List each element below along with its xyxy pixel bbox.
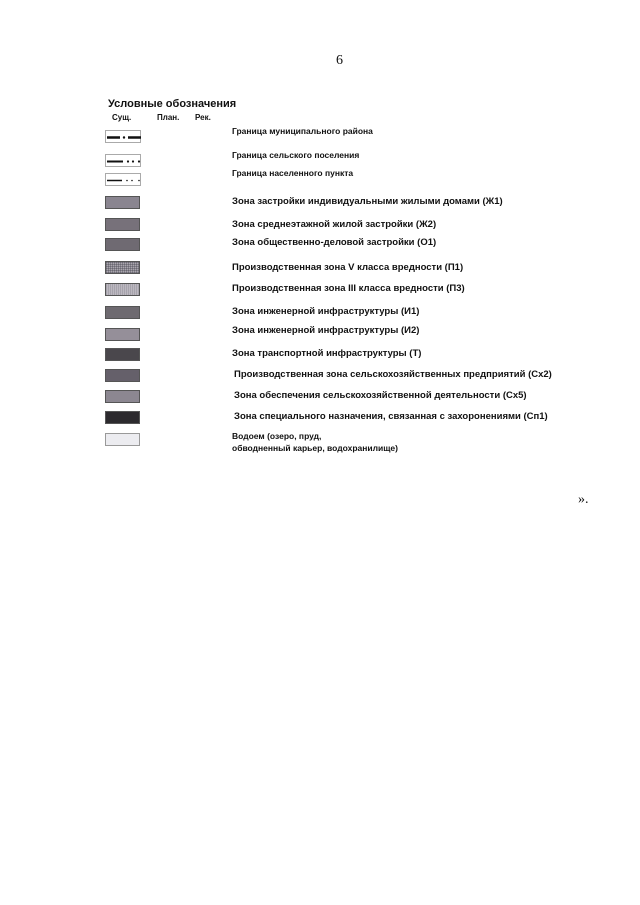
legend-label: Зона застройки индивидуальными жилыми домами (Ж1) bbox=[232, 196, 503, 207]
legend-label: Водоем (озеро, пруд, bbox=[232, 431, 322, 441]
legend-label: Зона транспортной инфраструктуры (Т) bbox=[232, 348, 422, 359]
legend-label: Зона инженерной инфраструктуры (И2) bbox=[232, 325, 420, 336]
zone-p1-swatch bbox=[105, 261, 140, 274]
column-planned: План. bbox=[157, 113, 180, 122]
legend-label: Граница сельского поселения bbox=[232, 150, 360, 160]
column-reconstructed: Рек. bbox=[195, 113, 211, 122]
legend-label: Зона обеспечения сельскохозяйственной деятельности (Сх5) bbox=[234, 390, 527, 401]
zone-sx5-swatch bbox=[105, 390, 140, 403]
zone-p3-swatch bbox=[105, 283, 140, 296]
legend-label: Граница населенного пункта bbox=[232, 168, 354, 178]
zone-zh1-swatch bbox=[105, 196, 140, 209]
legend-label: Производственная зона сельскохозяйственных предприятий (Сх2) bbox=[234, 369, 552, 380]
legend-label: Зона общественно-деловой застройки (О1) bbox=[232, 237, 437, 248]
legend-label: Зона специального назначения, связанная с захоронениями (Сп1) bbox=[234, 411, 548, 422]
water-body-swatch bbox=[105, 433, 140, 446]
legend-title: Условные обозначения bbox=[108, 98, 237, 110]
column-existing: Сущ. bbox=[112, 113, 132, 122]
locality-boundary-icon bbox=[105, 173, 141, 186]
zone-o1-swatch bbox=[105, 238, 140, 251]
legend-label: Производственная зона III класса вредности (П3) bbox=[232, 283, 465, 294]
zone-t-swatch bbox=[105, 348, 140, 361]
page-number: 6 bbox=[336, 53, 343, 68]
legend-label: Производственная зона V класса вредности (П1) bbox=[232, 262, 464, 273]
legend-label: Зона среднеэтажной жилой застройки (Ж2) bbox=[232, 219, 437, 230]
municipal-boundary-icon bbox=[105, 130, 141, 143]
zone-i1-swatch bbox=[105, 306, 140, 319]
zone-sx2-swatch bbox=[105, 369, 140, 382]
legend-label: Граница муниципального района bbox=[232, 126, 373, 136]
zone-zh2-swatch bbox=[105, 218, 140, 231]
legend-label: Зона инженерной инфраструктуры (И1) bbox=[232, 306, 420, 317]
legend-label-continued: обводненный карьер, водохранилище) bbox=[232, 443, 398, 453]
closing-quote: ». bbox=[578, 492, 589, 507]
zone-i2-swatch bbox=[105, 328, 140, 341]
settlement-boundary-icon bbox=[105, 154, 141, 167]
zone-sp1-swatch bbox=[105, 411, 140, 424]
